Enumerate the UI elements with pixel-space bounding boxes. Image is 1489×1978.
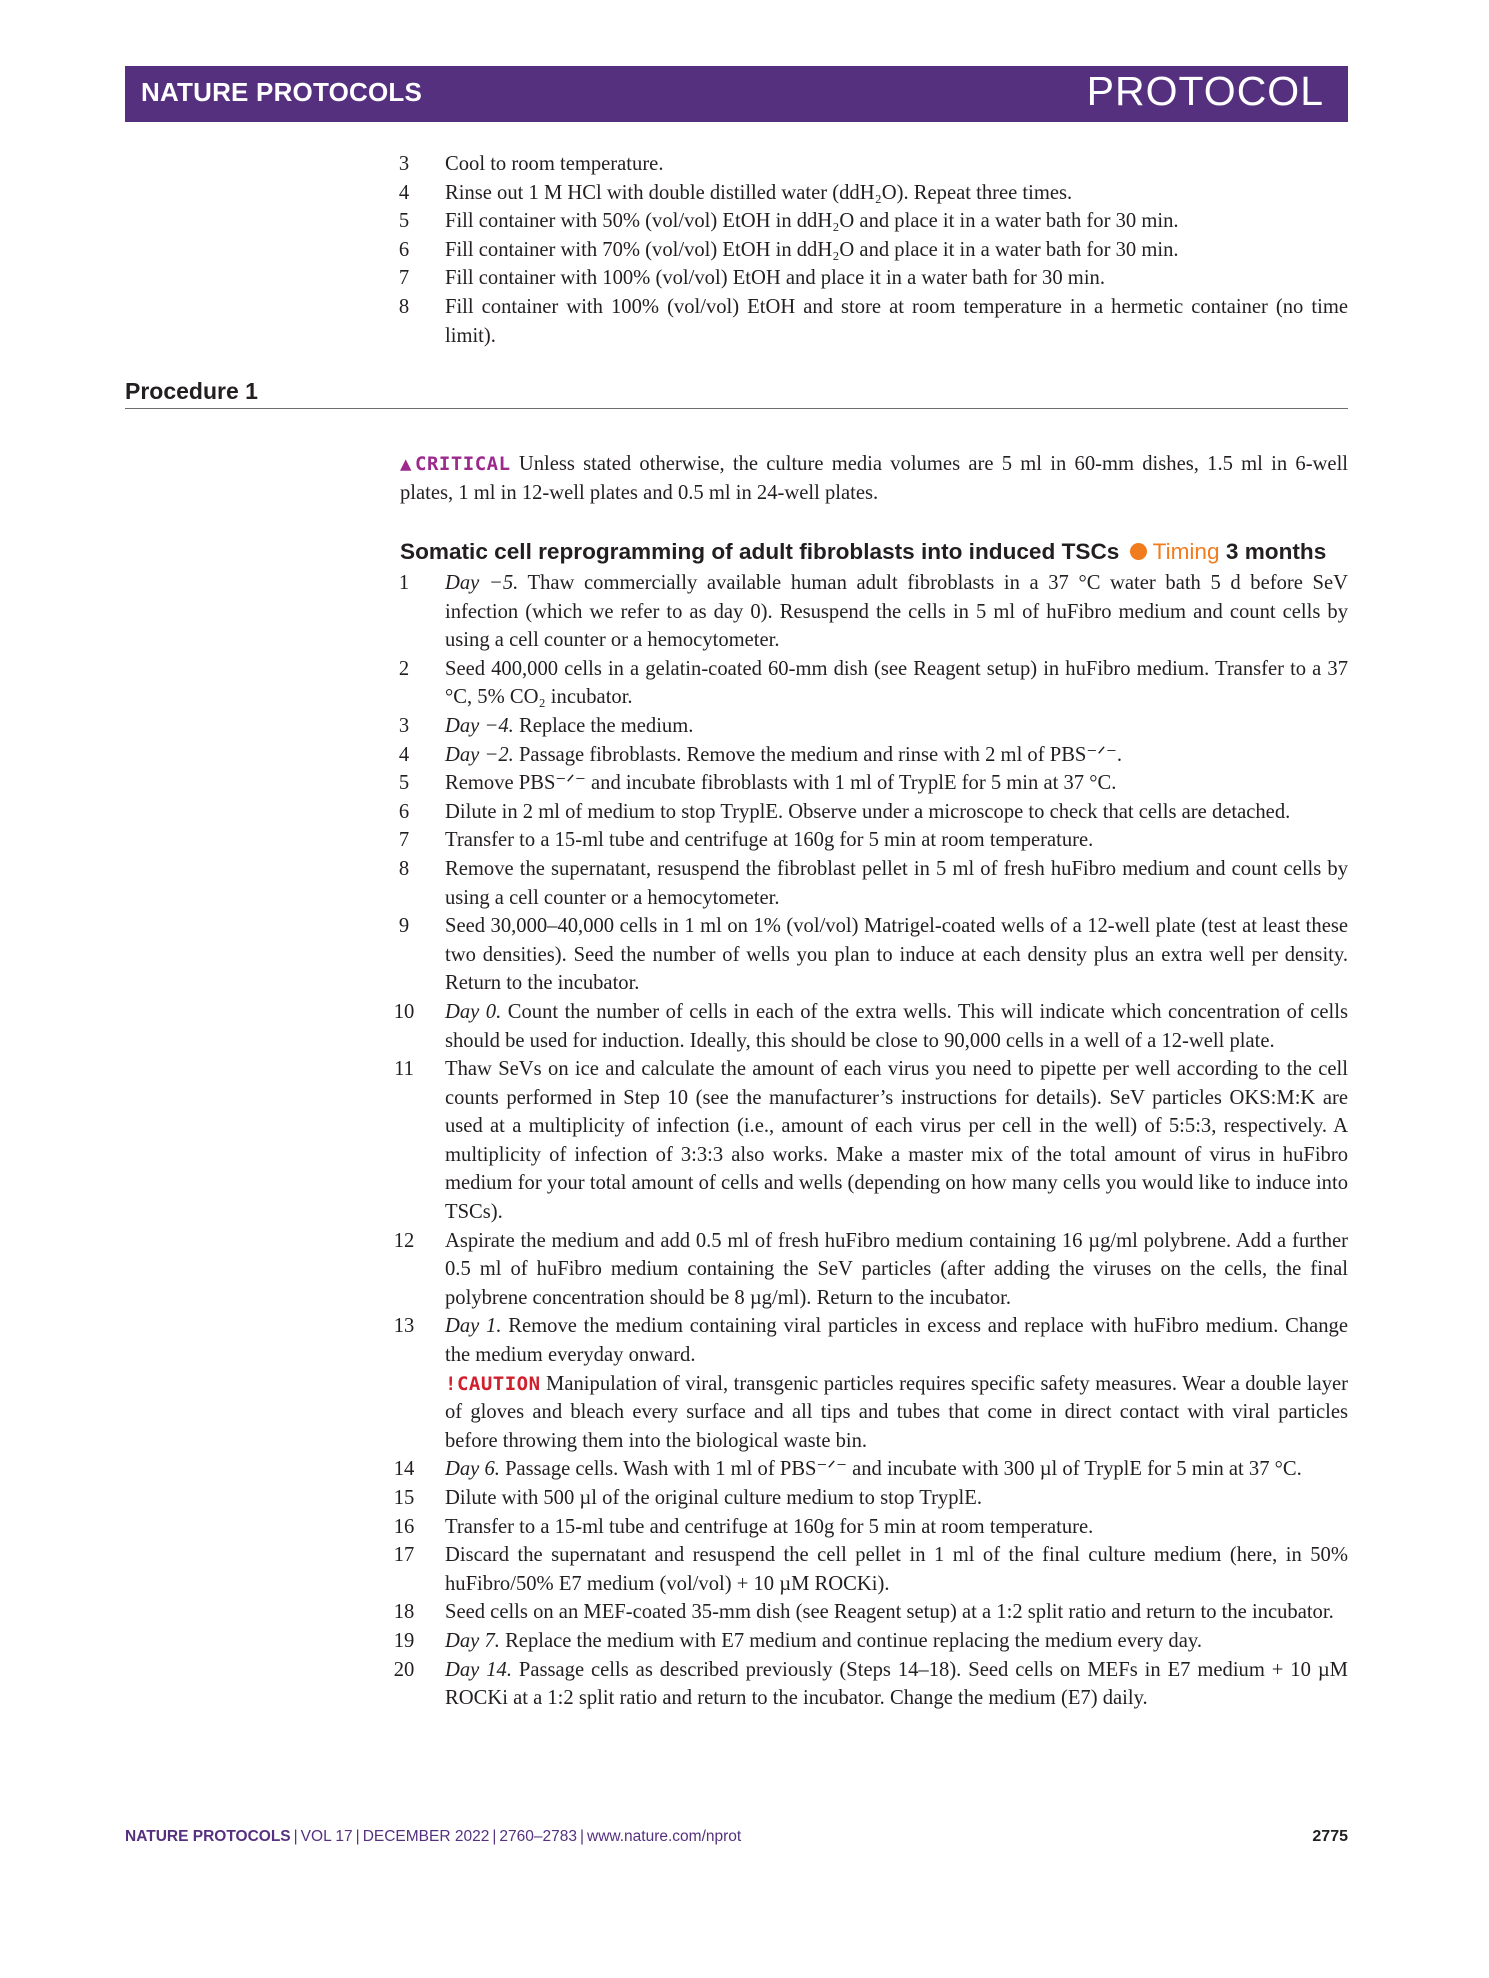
- step-number: 8: [398, 295, 410, 318]
- step-day: Day −5.: [445, 572, 519, 594]
- step-number: 3: [398, 714, 410, 737]
- step-text: Dilute in 2 ml of medium to stop TryplE. Observe under a microscope to check that cells are detached.: [445, 800, 1291, 823]
- list-item: [393, 1598, 1348, 1627]
- step-text: Passage cells as described previously (Steps 14–18). Seed cells on MEFs in E7 medium + 10 µM ROCKi at a 1:2 split ratio and return to the incubator. Change the medium (E7) daily.: [445, 1658, 1348, 1710]
- list-item: [400, 569, 1348, 655]
- step-number: 18: [393, 1601, 415, 1624]
- footer-journal: NATURE PROTOCOLS: [125, 1828, 291, 1845]
- step-text: Remove the medium containing viral particles in excess and replace with huFibro medium. Change the medium everyday onward.: [445, 1315, 1348, 1367]
- step-day: Day 6.: [445, 1458, 500, 1481]
- step-number: 10: [393, 1000, 415, 1023]
- step-text: Count the number of cells in each of the extra wells. This will indicate which concentration of cells should be used for induction. Ideally, this should be close to 90,000 cells in a well of a 12-well plate.: [445, 1000, 1348, 1052]
- list-item: [400, 655, 1348, 712]
- footer-volume: VOL 17: [300, 1828, 353, 1845]
- list-item: [400, 207, 1348, 236]
- list-item: [393, 1455, 1348, 1484]
- step-number: 15: [393, 1487, 415, 1509]
- critical-note: [400, 450, 1348, 507]
- step-day: Day −4.: [445, 714, 514, 737]
- journal-header-bar: [125, 66, 1348, 122]
- step-day: Day 14.: [445, 1658, 512, 1681]
- list-item: [393, 1513, 1348, 1542]
- section-divider: [125, 408, 1348, 409]
- list-item: [393, 1484, 1348, 1513]
- procedure-steps: [393, 569, 1348, 1713]
- step-text: Passage fibroblasts. Remove the medium and rinse with 2 ml of PBS⁻ᐟ⁻.: [518, 743, 1122, 766]
- step-number: 7: [398, 829, 410, 852]
- step-text: Replace the medium with E7 medium and continue replacing the medium every day.: [505, 1629, 1202, 1652]
- list-item: [393, 998, 1348, 1055]
- step-number: 11: [394, 1058, 414, 1081]
- step-text: Replace the medium.: [518, 714, 694, 737]
- timing-dot-icon: [1130, 543, 1147, 560]
- step-day: Day 1.: [445, 1315, 502, 1338]
- step-text: Fill container with 50% (vol/vol) EtOH in ddH₂O and place it in a water bath for 30 min.: [445, 210, 1179, 233]
- step-text: Remove PBS⁻ᐟ⁻ and incubate fibroblasts with 1 ml of TryplE for 5 min at 37 °C.: [445, 772, 1117, 795]
- step-day: Day 7.: [445, 1629, 500, 1652]
- step-number: 1: [398, 572, 410, 594]
- list-item: [400, 179, 1348, 208]
- article-type: PROTOCOL: [1086, 68, 1324, 114]
- critical-text: Unless stated otherwise, the culture media volumes are 5 ml in 60-mm dishes, 1.5 ml in 6-well plates, 1 ml in 12-well plates and 0.5 ml in 24-well plates.: [400, 453, 1349, 504]
- step-text: Seed cells on an MEF-coated 35-mm dish (see Reagent setup) at a 1:2 split ratio and return to the incubator.: [445, 1601, 1334, 1624]
- footer-date: DECEMBER 2022: [362, 1828, 490, 1845]
- preparation-steps: [400, 150, 1348, 350]
- caution-text: Manipulation of viral, transgenic particles requires specific safety measures. Wear a double layer of gloves and bleach every surface and all tips and tubes that come in direct contact with viral particles before throwing them into the biological waste bin.: [445, 1372, 1348, 1452]
- page-number: 2775: [1312, 1828, 1348, 1845]
- step-number: 4: [398, 743, 410, 766]
- step-number: 6: [398, 800, 410, 823]
- list-item: [393, 1541, 1348, 1598]
- step-text: Transfer to a 15-ml tube and centrifuge at 160g for 5 min at room temperature.: [445, 829, 1094, 852]
- step-text: Discard the supernatant and resuspend the cell pellet in 1 ml of the final culture medium (here, in 50% huFibro/50% E7 medium (vol/vol) + 10 µM ROCKi).: [445, 1544, 1348, 1595]
- step-number: 13: [393, 1315, 415, 1338]
- step-text: Passage cells. Wash with 1 ml of PBS⁻ᐟ⁻ and incubate with 300 µl of TryplE for 5 min at 37 °C.: [505, 1458, 1302, 1481]
- step-text: Remove the supernatant, resuspend the fibroblast pellet in 5 ml of fresh huFibro medium and count cells by using a cell counter or a hemocytometer.: [445, 857, 1348, 909]
- page-footer: NATURE PROTOCOLS | VOL 17 | DECEMBER 2022 | 2760–2783 | www.nature.com/nprot 2775: [125, 1828, 1348, 1845]
- step-text: Fill container with 100% (vol/vol) EtOH and place it in a water bath for 30 min.: [445, 267, 1105, 290]
- step-number: 12: [393, 1229, 415, 1252]
- step-number: 8: [398, 857, 410, 880]
- section-heading: Procedure 1: [125, 378, 258, 404]
- step-text: Dilute with 500 µl of the original culture medium to stop TryplE.: [445, 1487, 982, 1509]
- list-item: [400, 912, 1348, 998]
- step-number: 3: [398, 153, 410, 175]
- timing-label: Timing: [1152, 539, 1220, 564]
- list-item: [400, 855, 1348, 912]
- list-item: [400, 293, 1348, 350]
- step-text: Transfer to a 15-ml tube and centrifuge at 160g for 5 min at room temperature.: [445, 1515, 1094, 1538]
- list-item: [393, 1227, 1348, 1313]
- step-text: Rinse out 1 M HCl with double distilled water (ddH₂O). Repeat three times.: [445, 181, 1073, 204]
- step-number: 17: [393, 1544, 415, 1567]
- step-text: Aspirate the medium and add 0.5 ml of fresh huFibro medium containing 16 µg/ml polybrene. Add a further 0.5 ml of huFibro medium containing the SeV particles (after adding the viruses on the cells, the final polybrene concentration should be 8 µg/ml). Return to the incubator.: [445, 1229, 1348, 1309]
- step-number: 4: [398, 181, 410, 204]
- step-number: 2: [398, 657, 410, 680]
- subsection-title: Somatic cell reprogramming of adult fibroblasts into induced TSCs: [400, 539, 1120, 564]
- footer-url-link[interactable]: www.nature.com/nprot: [587, 1828, 742, 1845]
- step-text: Fill container with 100% (vol/vol) EtOH and store at room temperature in a hermetic container (no time limit).: [445, 295, 1348, 347]
- step-number: 9: [398, 915, 410, 938]
- step-day: Day −2.: [445, 743, 514, 766]
- step-number: 5: [398, 210, 410, 233]
- list-item: [400, 150, 1348, 179]
- step-number: 7: [398, 267, 410, 290]
- step-number: 20: [393, 1658, 415, 1681]
- step-number: 14: [393, 1458, 415, 1481]
- step-number: 6: [398, 238, 410, 261]
- list-item: [400, 741, 1348, 770]
- list-item: [400, 236, 1348, 265]
- footer-pages: 2760–2783: [499, 1828, 577, 1845]
- list-item: [393, 1312, 1348, 1455]
- step-text: Fill container with 70% (vol/vol) EtOH in ddH₂O and place it in a water bath for 30 min.: [445, 238, 1179, 261]
- list-item: [400, 264, 1348, 293]
- step-text: Cool to room temperature.: [445, 153, 664, 175]
- step-number: 5: [398, 772, 410, 795]
- step-text: Seed 400,000 cells in a gelatin-coated 60-mm dish (see Reagent setup) in huFibro medium. Transfer to a 37 °C, 5% CO₂ incubator.: [445, 657, 1348, 709]
- list-item: [393, 1656, 1348, 1713]
- timing-value: 3 months: [1225, 539, 1327, 564]
- list-item: [400, 826, 1348, 855]
- list-item: [393, 1627, 1348, 1656]
- journal-name: NATURE PROTOCOLS: [141, 77, 423, 107]
- subsection-heading: [400, 539, 1326, 565]
- list-item: [400, 769, 1348, 798]
- caution-tag: !CAUTION: [445, 1372, 541, 1395]
- list-item: [400, 798, 1348, 827]
- critical-tag: ▲CRITICAL: [400, 453, 511, 475]
- list-item: [394, 1055, 1348, 1227]
- list-item: [400, 712, 1348, 741]
- step-day: Day 0.: [445, 1000, 502, 1023]
- step-text: Thaw commercially available human adult fibroblasts in a 37 °C water bath 5 d before SeV infection (which we refer to as day 0). Resuspend the cells in 5 ml of huFibro medium and count cells by using a cell counter or a hemocytometer.: [445, 572, 1348, 652]
- step-text: Seed 30,000–40,000 cells in 1 ml on 1% (vol/vol) Matrigel-coated wells of a 12-well plate (test at least these two densities). Seed the number of wells you plan to induce at each density plus an extra well per density. Return to the incubator.: [445, 915, 1348, 995]
- step-number: 16: [393, 1515, 415, 1538]
- step-text: Thaw SeVs on ice and calculate the amount of each virus you need to pipette per well according to the cell counts performed in Step 10 (see the manufacturer’s instructions for details). SeV particles OKS:M:K are used at a multiplicity of infection (i.e., amount of each virus per cell in the well) of 5:5:3, respectively. A multiplicity of infection of 3:3:3 also works. Make a master mix of the total amount of virus in huFibro medium for your total amount of cells and wells (depending on how many cells you would like to induce into TSCs).: [445, 1058, 1348, 1224]
- step-number: 19: [393, 1629, 415, 1652]
